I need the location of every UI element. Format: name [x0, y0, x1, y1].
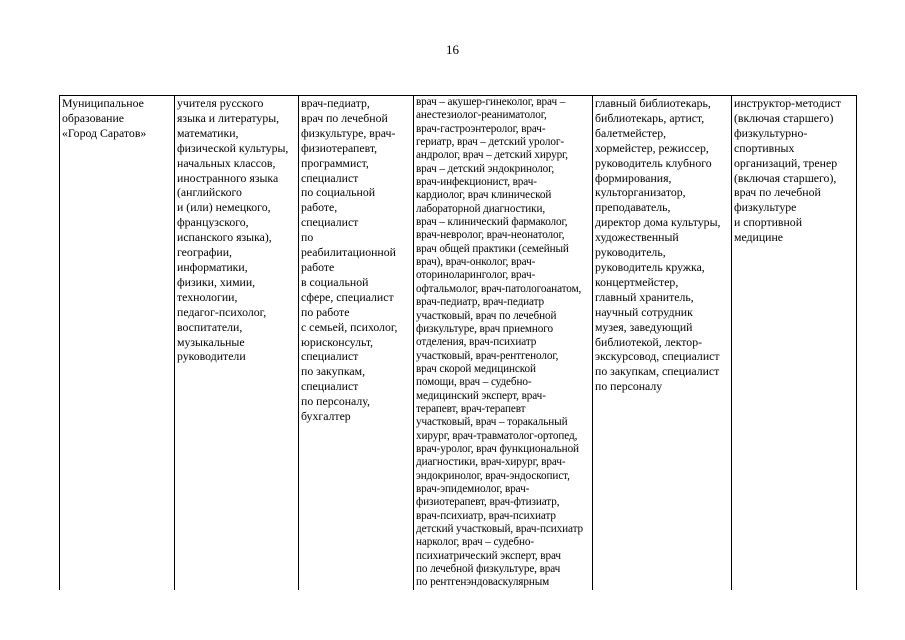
sport-text: инструктор-методист (включая старшего) физкультурно- спортивных организаций, тренер (включая старшего), врач по лечебной физкультуре и спортивной медицине [734, 96, 842, 245]
specialists-cell [299, 96, 414, 590]
professions-table [59, 95, 857, 590]
specialists-text: врач-педиатр, врач по лечебной физкультуре, врач- физиотерапевт, программист, специалист по социальной работе, специалист по реабилитационной работе в социальной сфере, специалист по работе с семьей, психолог, юрисконсульт, специалист по закупкам, специалист по персоналу, бухгалтер [301, 96, 398, 424]
table-row [60, 96, 857, 590]
doctors-text: врач – акушер-гинеколог, врач – анестезиолог-реаниматолог, врач-гастроэнтеролог, врач- гериатр, врач – детский уролог- андролог, врач – детский хирург, врач – детский эндокринолог, врач-инфекционист, врач- кардиолог, врач клинической лабораторной диагностики, врач – клинический фармаколог, врач-невролог, врач-неонатолог, врач общей практики (семейный врач), врач-онколог, врач- оториноларинголог, врач- офтальмолог, врач-патологоанатом, врач-педиатр, врач-педиатр участковый, врач по лечебной физкультуре, врач приемного отделения, врач-психиатр участковый, врач-рентгенолог, врач скорой медицинской помощи, врач – судебно- медицинский эксперт, врач- терапевт, врач-терапевт участковый, врач – торакальный хирург, врач-травматолог-ортопед, врач-уролог, врач функциональной диагностики, врач-хирург, врач- эндокринолог, врач-эндоскопист, врач-эпидемиолог, врач- физиотерапевт, врач-фтизиатр, врач-психиатр, врач-психиатр детский участковый, врач-психиатр нарколог, врач – судебно- психиатрический эксперт, врач по лечебной физкультуре, врач по рентгенэндоваскулярным [416, 96, 583, 589]
municipality-cell [60, 96, 175, 590]
page-number: 16 [446, 42, 459, 57]
culture-cell [593, 96, 732, 590]
teachers-text: учителя русского языка и литературы, математики, физической культуры, начальных классов, иностранного языка (английского и (или) немецкого, французского, испанского языка), географии, информатики, физики, химии, технологии, педагог-психолог, воспитатели, музыкальные руководители [177, 96, 289, 364]
sport-cell [732, 96, 857, 590]
teachers-cell [175, 96, 299, 590]
municipality-text: Муниципальное образование «Город Саратов» [62, 96, 147, 140]
doctors-cell [414, 96, 593, 590]
culture-text: главный библиотекарь, библиотекарь, артист, балетмейстер, хормейстер, режиссер, руководитель клубного формирования, культорганизатор, преподаватель, директор дома культуры, художественный руководитель, руководитель кружка, концертмейстер, главный хранитель, научный сотрудник музея, заведующий библиотекой, лектор- экскурсовод, специалист по закупкам, специалист по персоналу [595, 96, 721, 394]
